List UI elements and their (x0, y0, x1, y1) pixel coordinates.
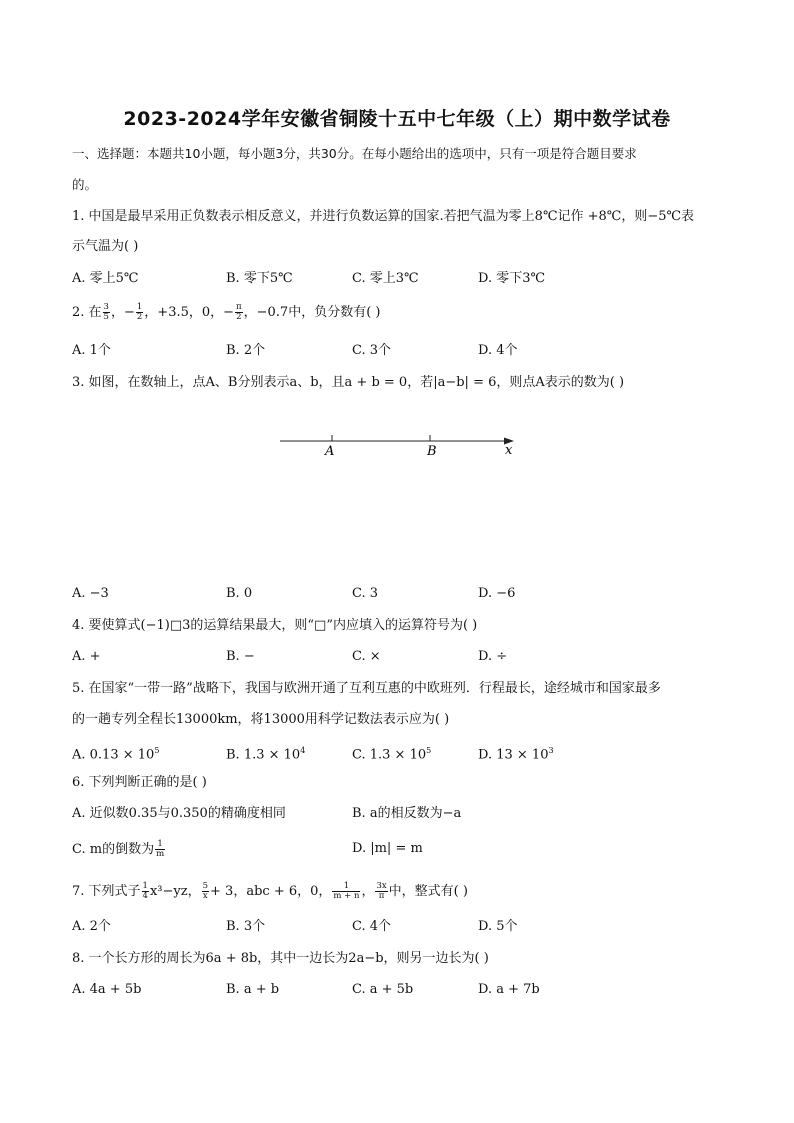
number-line-figure (270, 425, 530, 465)
q5-option-b: B. $1.3 \times 10^4$ (226, 746, 306, 763)
q7-option-a: A. 2个 (72, 919, 111, 934)
q5-option-c: C. $1.3 \times 10^5$ (352, 746, 432, 763)
q1-option-d: D. 零下3℃ (478, 271, 546, 286)
q2-option-d: D. 4个 (478, 343, 518, 358)
q8-option-c: C. a + 5b (352, 982, 414, 997)
q7-option-d: D. 5个 (478, 919, 518, 934)
q7-option-b: B. 3个 (226, 919, 266, 934)
q7-option-c: C. 4个 (352, 919, 392, 934)
point-b-label: B (427, 444, 437, 459)
q6-option-a: A. 近似数0.35与0.350的精确度相同 (72, 806, 286, 821)
section-heading-line2: 的。 (72, 177, 98, 192)
q4-option-c: C. × (352, 649, 381, 664)
q2-fraction-1: $\frac{3}{5}$ (103, 302, 109, 322)
q6-option-c: C. m的倒数为 $\frac{1}{m}$ (72, 839, 165, 859)
q1-option-a: A. 零上5℃ (72, 271, 139, 286)
q7-fraction-1: $\frac{1}{4}$ (142, 881, 148, 901)
q3-option-a: A. −3 (72, 586, 109, 601)
q4-option-b: B. − (226, 649, 255, 664)
q2-option-a: A. 1个 (72, 343, 111, 358)
q8-option-d: D. a + 7b (478, 982, 540, 997)
q8-stem: 8. 一个长方形的周长为6a + 8b，其中一边长为2a−b，则另一边长为( ) (72, 951, 489, 966)
q7-fraction-3: $\frac{1}{m + n}$ (333, 881, 360, 901)
q3-option-c: C. 3 (352, 586, 379, 601)
q2-stem-pre: 2. 在 (72, 305, 102, 320)
q8-option-a: A. 4a + 5b (72, 982, 142, 997)
q2-stem: 2. 在 $\frac{3}{5}$ ，− $\frac{1}{2}$ ，+3.5，0，− $\frac{\pi}{2}$ ，−0.7中，负分数有( ) (72, 302, 381, 322)
q5-option-a: A. $0.13 \times 10^5$ (72, 746, 160, 763)
q6-option-c-fraction: $\frac{1}{m}$ (156, 839, 165, 859)
section-heading-line1: 一、选择题：本题共10小题，每小题3分，共30分。在每小题给出的选项中，只有一项是符合题目要求 (72, 146, 637, 161)
q2-fraction-2: $\frac{1}{2}$ (136, 302, 143, 322)
q8-option-b: B. a + b (226, 982, 280, 997)
q5-option-d: D. $13 \times 10^3$ (478, 746, 554, 763)
axis-x-label: x (505, 443, 513, 458)
q2-fraction-3: $\frac{\pi}{2}$ (236, 302, 242, 322)
q3-option-d: D. −6 (478, 586, 516, 601)
q3-option-b: B. 0 (226, 586, 253, 601)
q7-fraction-4: $\frac{3x}{\pi}$ (376, 881, 387, 901)
q5-stem-line1: 5. 在国家“一带一路”战略下，我国与欧洲开通了互利互惠的中欧班列．行程最长，途经城市和国家最多 (72, 681, 661, 696)
q1-option-c: C. 零上3℃ (352, 271, 419, 286)
q7-fraction-2: $\frac{5}{x}$ (202, 881, 209, 901)
q6-option-b: B. a的相反数为−a (352, 806, 462, 821)
q1-stem-line2: 示气温为( ) (72, 239, 139, 254)
q3-stem: 3. 如图，在数轴上，点A、B分别表示a、b，且a + b = 0，若|a−b| = 6，则点A表示的数为( ) (72, 375, 625, 390)
q1-stem-line1: 1. 中国是最早采用正负数表示相反意义，并进行负数运算的国家.若把气温为零上8℃记作 +8℃，则−5℃表 (72, 209, 695, 224)
q6-option-d: D. |m| = m (352, 841, 423, 856)
point-a-label: A (325, 444, 335, 459)
page-title: 2023-2024学年安徽省铜陵十五中七年级（上）期中数学试卷 (123, 108, 671, 130)
q2-option-c: C. 3个 (352, 343, 392, 358)
q4-stem: 4. 要使算式(−1)□3的运算结果最大，则“□”内应填入的运算符号为( ) (72, 618, 478, 633)
q1-option-b: B. 零下5℃ (226, 271, 293, 286)
q7-stem: 7. 下列式子 $\frac{1}{4}$ x³−yz， $\frac{5}{x}$ + 3，abc + 6，0， $\frac{1}{m + n}$ ， $\frac{3x}{\pi}$ 中，整式有( ) (72, 881, 468, 901)
q4-option-d: D. ÷ (478, 649, 508, 664)
q2-option-b: B. 2个 (226, 343, 266, 358)
q5-stem-line2: 的一趟专列全程长13000km，将13000用科学记数法表示应为( ) (72, 712, 450, 727)
q6-stem: 6. 下列判断正确的是( ) (72, 775, 207, 790)
q4-option-a: A. + (72, 649, 101, 664)
